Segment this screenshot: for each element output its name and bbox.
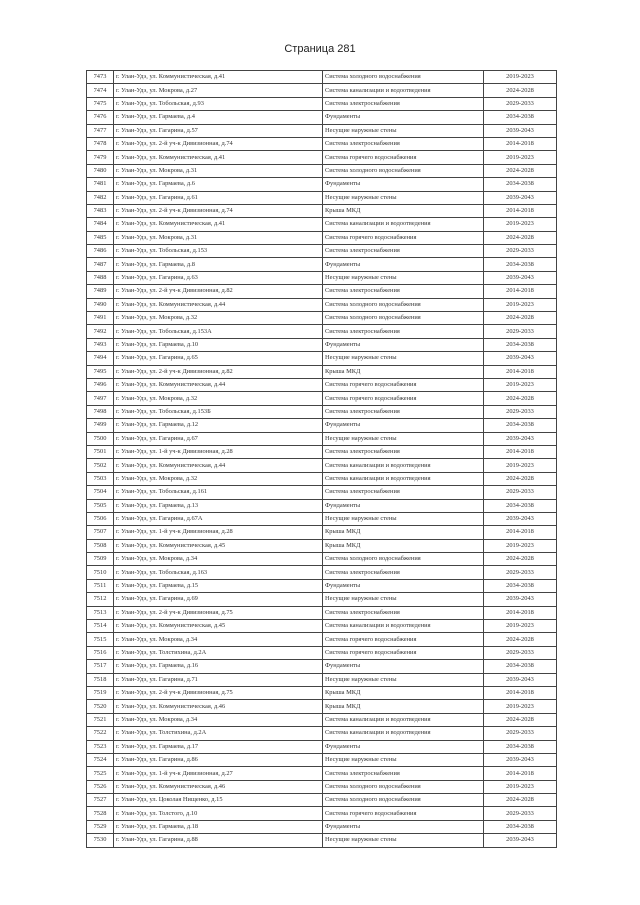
system-cell: Несущие наружные стены <box>323 124 484 137</box>
system-cell: Несущие наружные стены <box>323 834 484 847</box>
period-cell: 2014-2018 <box>484 204 557 217</box>
system-cell: Несущие наружные стены <box>323 432 484 445</box>
system-cell: Фундаменты <box>323 419 484 432</box>
table-row <box>87 767 557 780</box>
table-row <box>87 660 557 673</box>
table-row <box>87 271 557 284</box>
row-number: 7481 <box>87 178 114 191</box>
period-cell: 2019-2023 <box>484 700 557 713</box>
row-number: 7518 <box>87 673 114 686</box>
period-cell: 2024-2028 <box>484 553 557 566</box>
system-cell: Система электроснабжения <box>323 137 484 150</box>
table-row <box>87 352 557 365</box>
period-cell: 2019-2023 <box>484 539 557 552</box>
period-cell: 2029-2033 <box>484 486 557 499</box>
table-row <box>87 312 557 325</box>
system-cell: Крыша МКД <box>323 365 484 378</box>
system-cell: Система канализации и водоотведения <box>323 459 484 472</box>
period-cell: 2014-2018 <box>484 767 557 780</box>
system-cell: Система горячего водоснабжения <box>323 807 484 820</box>
address-cell: г. Улан-Удэ, ул. Мокрова, д.31 <box>114 164 323 177</box>
row-number: 7489 <box>87 285 114 298</box>
row-number: 7488 <box>87 271 114 284</box>
system-cell: Крыша МКД <box>323 539 484 552</box>
period-cell: 2024-2028 <box>484 164 557 177</box>
address-cell: г. Улан-Удэ, ул. Толстихина, д.2А <box>114 727 323 740</box>
table-row <box>87 740 557 753</box>
table-row <box>87 71 557 84</box>
system-cell: Система электроснабжения <box>323 445 484 458</box>
system-cell: Фундаменты <box>323 499 484 512</box>
system-cell: Система холодного водоснабжения <box>323 71 484 84</box>
address-cell: г. Улан-Удэ, ул. Гагарина, д.57 <box>114 124 323 137</box>
table-row <box>87 673 557 686</box>
address-cell: г. Улан-Удэ, ул. Мокрова, д.32 <box>114 472 323 485</box>
row-number: 7474 <box>87 84 114 97</box>
address-cell: г. Улан-Удэ, ул. Гармаева, д.8 <box>114 258 323 271</box>
period-cell: 2024-2028 <box>484 231 557 244</box>
address-cell: г. Улан-Удэ, ул. 2-й уч-к Дивизионная, д.82 <box>114 285 323 298</box>
row-number: 7530 <box>87 834 114 847</box>
system-cell: Система горячего водоснабжения <box>323 378 484 391</box>
address-cell: г. Улан-Удэ, ул. 1-й уч-к Дивизионная, д.28 <box>114 445 323 458</box>
table-row <box>87 620 557 633</box>
address-cell: г. Улан-Удэ, ул. Коммунистическая, д.45 <box>114 620 323 633</box>
system-cell: Несущие наружные стены <box>323 512 484 525</box>
row-number: 7497 <box>87 392 114 405</box>
address-cell: г. Улан-Удэ, ул. Коммунистическая, д.45 <box>114 539 323 552</box>
table-row <box>87 392 557 405</box>
period-cell: 2039-2043 <box>484 271 557 284</box>
period-cell: 2029-2033 <box>484 646 557 659</box>
table-row <box>87 686 557 699</box>
row-number: 7528 <box>87 807 114 820</box>
address-cell: г. Улан-Удэ, ул. Толстихина, д.2А <box>114 646 323 659</box>
table-row <box>87 553 557 566</box>
system-cell: Система электроснабжения <box>323 245 484 258</box>
system-cell: Система холодного водоснабжения <box>323 553 484 566</box>
row-number: 7505 <box>87 499 114 512</box>
table-row <box>87 164 557 177</box>
table-row <box>87 566 557 579</box>
address-cell: г. Улан-Удэ, ул. Коммунистическая, д.44 <box>114 298 323 311</box>
row-number: 7498 <box>87 405 114 418</box>
period-cell: 2024-2028 <box>484 84 557 97</box>
address-cell: г. Улан-Удэ, ул. 2-й уч-к Дивизионная, д.74 <box>114 137 323 150</box>
address-cell: г. Улан-Удэ, ул. Гармаева, д.12 <box>114 419 323 432</box>
row-number: 7527 <box>87 794 114 807</box>
period-cell: 2029-2033 <box>484 807 557 820</box>
table-row <box>87 713 557 726</box>
period-cell: 2039-2043 <box>484 673 557 686</box>
period-cell: 2014-2018 <box>484 606 557 619</box>
address-cell: г. Улан-Удэ, ул. Коммунистическая, д.41 <box>114 218 323 231</box>
system-cell: Крыша МКД <box>323 526 484 539</box>
table-row <box>87 820 557 833</box>
period-cell: 2039-2043 <box>484 512 557 525</box>
address-cell: г. Улан-Удэ, ул. Мокрова, д.32 <box>114 312 323 325</box>
row-number: 7526 <box>87 780 114 793</box>
table-row <box>87 539 557 552</box>
period-cell: 2034-2038 <box>484 820 557 833</box>
table-row <box>87 285 557 298</box>
period-cell: 2034-2038 <box>484 111 557 124</box>
row-number: 7502 <box>87 459 114 472</box>
address-cell: г. Улан-Удэ, ул. Тобольская, д.153 <box>114 245 323 258</box>
table-row <box>87 231 557 244</box>
row-number: 7493 <box>87 338 114 351</box>
row-number: 7477 <box>87 124 114 137</box>
row-number: 7507 <box>87 526 114 539</box>
address-cell: г. Улан-Удэ, ул. 2-й уч-к Дивизионная, д.75 <box>114 606 323 619</box>
address-cell: г. Улан-Удэ, ул. 2-й уч-к Дивизионная, д.74 <box>114 204 323 217</box>
system-cell: Система холодного водоснабжения <box>323 794 484 807</box>
period-cell: 2029-2033 <box>484 566 557 579</box>
system-cell: Система электроснабжения <box>323 566 484 579</box>
address-cell: г. Улан-Удэ, ул. Гармаева, д.6 <box>114 178 323 191</box>
system-cell: Фундаменты <box>323 258 484 271</box>
row-number: 7515 <box>87 633 114 646</box>
address-cell: г. Улан-Удэ, ул. Мокрова, д.34 <box>114 713 323 726</box>
address-cell: г. Улан-Удэ, ул. Гармаева, д.10 <box>114 338 323 351</box>
address-cell: г. Улан-Удэ, ул. Коммунистическая, д.46 <box>114 700 323 713</box>
row-number: 7501 <box>87 445 114 458</box>
period-cell: 2024-2028 <box>484 713 557 726</box>
row-number: 7492 <box>87 325 114 338</box>
address-cell: г. Улан-Удэ, ул. Гагарина, д.67 <box>114 432 323 445</box>
table-row <box>87 298 557 311</box>
address-cell: г. Улан-Удэ, ул. Гагарина, д.69 <box>114 593 323 606</box>
system-cell: Система холодного водоснабжения <box>323 312 484 325</box>
table-row <box>87 499 557 512</box>
row-number: 7520 <box>87 700 114 713</box>
period-cell: 2019-2023 <box>484 780 557 793</box>
system-cell: Несущие наружные стены <box>323 191 484 204</box>
system-cell: Несущие наружные стены <box>323 593 484 606</box>
period-cell: 2039-2043 <box>484 834 557 847</box>
system-cell: Система канализации и водоотведения <box>323 713 484 726</box>
address-cell: г. Улан-Удэ, ул. Мокрова, д.34 <box>114 633 323 646</box>
address-cell: г. Улан-Удэ, ул. Мокрова, д.32 <box>114 392 323 405</box>
system-cell: Несущие наружные стены <box>323 352 484 365</box>
period-cell: 2014-2018 <box>484 365 557 378</box>
row-number: 7483 <box>87 204 114 217</box>
table-row <box>87 84 557 97</box>
system-cell: Фундаменты <box>323 579 484 592</box>
address-cell: г. Улан-Удэ, ул. 2-й уч-к Дивизионная, д.75 <box>114 686 323 699</box>
period-cell: 2019-2023 <box>484 459 557 472</box>
period-cell: 2039-2043 <box>484 191 557 204</box>
address-cell: г. Улан-Удэ, ул. Гагарина, д.61 <box>114 191 323 204</box>
address-cell: г. Улан-Удэ, ул. Гагарина, д.63 <box>114 271 323 284</box>
table-row <box>87 727 557 740</box>
period-cell: 2039-2043 <box>484 124 557 137</box>
address-cell: г. Улан-Удэ, ул. Гармаева, д.4 <box>114 111 323 124</box>
system-cell: Крыша МКД <box>323 700 484 713</box>
address-cell: г. Улан-Удэ, ул. Гагарина, д.67А <box>114 512 323 525</box>
system-cell: Фундаменты <box>323 111 484 124</box>
row-number: 7487 <box>87 258 114 271</box>
row-number: 7494 <box>87 352 114 365</box>
row-number: 7519 <box>87 686 114 699</box>
system-cell: Фундаменты <box>323 740 484 753</box>
address-cell: г. Улан-Удэ, ул. 2-й уч-к Дивизионная, д.82 <box>114 365 323 378</box>
page-title: Страница 281 <box>284 43 356 55</box>
period-cell: 2024-2028 <box>484 794 557 807</box>
period-cell: 2039-2043 <box>484 753 557 766</box>
row-number: 7485 <box>87 231 114 244</box>
period-cell: 2034-2038 <box>484 740 557 753</box>
system-cell: Крыша МКД <box>323 204 484 217</box>
system-cell: Несущие наружные стены <box>323 271 484 284</box>
period-cell: 2019-2023 <box>484 378 557 391</box>
system-cell: Система электроснабжения <box>323 405 484 418</box>
row-number: 7482 <box>87 191 114 204</box>
table-row <box>87 124 557 137</box>
system-cell: Система электроснабжения <box>323 97 484 110</box>
table-row <box>87 633 557 646</box>
address-cell: г. Улан-Удэ, ул. Коммунистическая, д.41 <box>114 151 323 164</box>
system-cell: Система горячего водоснабжения <box>323 151 484 164</box>
period-cell: 2029-2033 <box>484 727 557 740</box>
system-cell: Система горячего водоснабжения <box>323 646 484 659</box>
system-cell: Несущие наружные стены <box>323 753 484 766</box>
system-cell: Фундаменты <box>323 820 484 833</box>
address-cell: г. Улан-Удэ, ул. Тобольская, д.93 <box>114 97 323 110</box>
system-cell: Система канализации и водоотведения <box>323 620 484 633</box>
address-cell: г. Улан-Удэ, ул. Гагарина, д.71 <box>114 673 323 686</box>
system-cell: Система канализации и водоотведения <box>323 727 484 740</box>
table-row <box>87 472 557 485</box>
row-number: 7499 <box>87 419 114 432</box>
table-row <box>87 606 557 619</box>
address-cell: г. Улан-Удэ, ул. Толстого, д.10 <box>114 807 323 820</box>
system-cell: Крыша МКД <box>323 686 484 699</box>
row-number: 7514 <box>87 620 114 633</box>
row-number: 7513 <box>87 606 114 619</box>
row-number: 7510 <box>87 566 114 579</box>
period-cell: 2014-2018 <box>484 445 557 458</box>
address-cell: г. Улан-Удэ, ул. Гагарина, д.88 <box>114 834 323 847</box>
system-cell: Система электроснабжения <box>323 325 484 338</box>
system-cell: Система канализации и водоотведения <box>323 218 484 231</box>
table-row <box>87 338 557 351</box>
table-row <box>87 646 557 659</box>
register-table-body <box>87 71 557 848</box>
address-cell: г. Улан-Удэ, ул. Коммунистическая, д.46 <box>114 780 323 793</box>
period-cell: 2019-2023 <box>484 218 557 231</box>
row-number: 7496 <box>87 378 114 391</box>
address-cell: г. Улан-Удэ, ул. Тобольская, д.153Б <box>114 405 323 418</box>
period-cell: 2039-2043 <box>484 352 557 365</box>
row-number: 7524 <box>87 753 114 766</box>
row-number: 7478 <box>87 137 114 150</box>
table-row <box>87 419 557 432</box>
table-row <box>87 204 557 217</box>
table-row <box>87 834 557 847</box>
period-cell: 2024-2028 <box>484 472 557 485</box>
row-number: 7475 <box>87 97 114 110</box>
period-cell: 2034-2038 <box>484 258 557 271</box>
system-cell: Система канализации и водоотведения <box>323 84 484 97</box>
system-cell: Система электроснабжения <box>323 767 484 780</box>
row-number: 7516 <box>87 646 114 659</box>
table-row <box>87 258 557 271</box>
period-cell: 2019-2023 <box>484 620 557 633</box>
table-row <box>87 794 557 807</box>
period-cell: 2019-2023 <box>484 151 557 164</box>
table-row <box>87 486 557 499</box>
period-cell: 2034-2038 <box>484 419 557 432</box>
table-row <box>87 780 557 793</box>
period-cell: 2024-2028 <box>484 392 557 405</box>
period-cell: 2034-2038 <box>484 579 557 592</box>
table-row <box>87 432 557 445</box>
table-row <box>87 445 557 458</box>
address-cell: г. Улан-Удэ, ул. Гармаева, д.15 <box>114 579 323 592</box>
row-number: 7490 <box>87 298 114 311</box>
system-cell: Система канализации и водоотведения <box>323 472 484 485</box>
address-cell: г. Улан-Удэ, ул. Тобольская, д.153А <box>114 325 323 338</box>
period-cell: 2029-2033 <box>484 325 557 338</box>
system-cell: Фундаменты <box>323 660 484 673</box>
row-number: 7473 <box>87 71 114 84</box>
period-cell: 2024-2028 <box>484 312 557 325</box>
row-number: 7476 <box>87 111 114 124</box>
table-row <box>87 365 557 378</box>
row-number: 7504 <box>87 486 114 499</box>
row-number: 7523 <box>87 740 114 753</box>
table-row <box>87 191 557 204</box>
table-row <box>87 700 557 713</box>
address-cell: г. Улан-Удэ, ул. Тобольская, д.161 <box>114 486 323 499</box>
table-row <box>87 405 557 418</box>
table-row <box>87 137 557 150</box>
address-cell: г. Улан-Удэ, ул. Мокрова, д.31 <box>114 231 323 244</box>
table-row <box>87 753 557 766</box>
address-cell: г. Улан-Удэ, ул. Цоколая Нищенко, д.15 <box>114 794 323 807</box>
table-row <box>87 218 557 231</box>
period-cell: 2029-2033 <box>484 405 557 418</box>
row-number: 7521 <box>87 713 114 726</box>
system-cell: Система электроснабжения <box>323 486 484 499</box>
system-cell: Фундаменты <box>323 338 484 351</box>
address-cell: г. Улан-Удэ, ул. Гармаева, д.13 <box>114 499 323 512</box>
row-number: 7508 <box>87 539 114 552</box>
address-cell: г. Улан-Удэ, ул. Мокрова, д.34 <box>114 553 323 566</box>
period-cell: 2034-2038 <box>484 499 557 512</box>
row-number: 7517 <box>87 660 114 673</box>
period-cell: 2034-2038 <box>484 660 557 673</box>
row-number: 7479 <box>87 151 114 164</box>
address-cell: г. Улан-Удэ, ул. Тобольская, д.163 <box>114 566 323 579</box>
row-number: 7495 <box>87 365 114 378</box>
row-number: 7486 <box>87 245 114 258</box>
table-row <box>87 459 557 472</box>
row-number: 7512 <box>87 593 114 606</box>
row-number: 7506 <box>87 512 114 525</box>
address-cell: г. Улан-Удэ, ул. Гармаева, д.16 <box>114 660 323 673</box>
row-number: 7511 <box>87 579 114 592</box>
row-number: 7484 <box>87 218 114 231</box>
row-number: 7500 <box>87 432 114 445</box>
row-number: 7503 <box>87 472 114 485</box>
period-cell: 2019-2023 <box>484 71 557 84</box>
address-cell: г. Улан-Удэ, ул. Гармаева, д.17 <box>114 740 323 753</box>
address-cell: г. Улан-Удэ, ул. Коммунистическая, д.41 <box>114 71 323 84</box>
row-number: 7529 <box>87 820 114 833</box>
address-cell: г. Улан-Удэ, ул. 1-й уч-к Дивизионная, д.27 <box>114 767 323 780</box>
table-row <box>87 111 557 124</box>
system-cell: Система холодного водоснабжения <box>323 780 484 793</box>
row-number: 7509 <box>87 553 114 566</box>
system-cell: Несущие наружные стены <box>323 673 484 686</box>
period-cell: 2014-2018 <box>484 137 557 150</box>
row-number: 7525 <box>87 767 114 780</box>
address-cell: г. Улан-Удэ, ул. Мокрова, д.27 <box>114 84 323 97</box>
table-row <box>87 807 557 820</box>
table-row <box>87 593 557 606</box>
address-cell: г. Улан-Удэ, ул. Гармаева, д.18 <box>114 820 323 833</box>
register-table <box>86 70 557 848</box>
period-cell: 2014-2018 <box>484 686 557 699</box>
period-cell: 2034-2038 <box>484 338 557 351</box>
period-cell: 2039-2043 <box>484 593 557 606</box>
address-cell: г. Улан-Удэ, ул. 1-й уч-к Дивизионная, д.28 <box>114 526 323 539</box>
system-cell: Система холодного водоснабжения <box>323 298 484 311</box>
period-cell: 2014-2018 <box>484 526 557 539</box>
address-cell: г. Улан-Удэ, ул. Коммунистическая, д.44 <box>114 459 323 472</box>
system-cell: Система горячего водоснабжения <box>323 633 484 646</box>
table-row <box>87 97 557 110</box>
period-cell: 2024-2028 <box>484 633 557 646</box>
row-number: 7480 <box>87 164 114 177</box>
period-cell: 2019-2023 <box>484 298 557 311</box>
address-cell: г. Улан-Удэ, ул. Коммунистическая, д.44 <box>114 378 323 391</box>
table-row <box>87 512 557 525</box>
table-row <box>87 526 557 539</box>
table-row <box>87 378 557 391</box>
system-cell: Система горячего водоснабжения <box>323 231 484 244</box>
system-cell: Система горячего водоснабжения <box>323 392 484 405</box>
period-cell: 2029-2033 <box>484 245 557 258</box>
address-cell: г. Улан-Удэ, ул. Гагарина, д.65 <box>114 352 323 365</box>
table-row <box>87 245 557 258</box>
period-cell: 2039-2043 <box>484 432 557 445</box>
period-cell: 2034-2038 <box>484 178 557 191</box>
system-cell: Фундаменты <box>323 178 484 191</box>
system-cell: Система электроснабжения <box>323 285 484 298</box>
table-row <box>87 151 557 164</box>
address-cell: г. Улан-Удэ, ул. Гагарина, д.86 <box>114 753 323 766</box>
period-cell: 2014-2018 <box>484 285 557 298</box>
table-row <box>87 579 557 592</box>
system-cell: Система электроснабжения <box>323 606 484 619</box>
period-cell: 2029-2033 <box>484 97 557 110</box>
table-row <box>87 178 557 191</box>
row-number: 7522 <box>87 727 114 740</box>
system-cell: Система холодного водоснабжения <box>323 164 484 177</box>
row-number: 7491 <box>87 312 114 325</box>
table-row <box>87 325 557 338</box>
